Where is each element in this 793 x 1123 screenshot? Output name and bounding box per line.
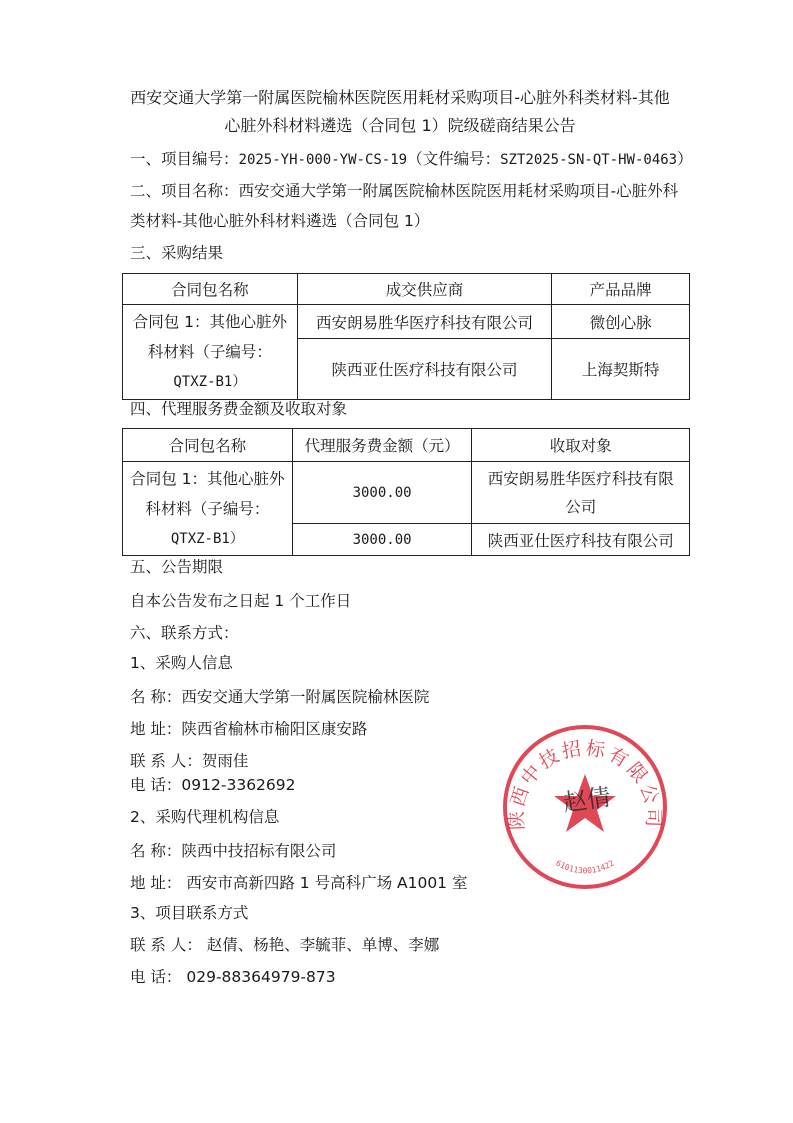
project-name-line-1: 二、项目名称：西安交通大学第一附属医院榆林医院医用耗材采购项目-心脏外科 [130,182,679,200]
company-seal-icon [500,722,670,892]
purchaser-contact: 联 系 人：贺雨佳 [130,752,249,770]
agency-info-heading: 2、采购代理机构信息 [130,808,280,826]
fee-cell: 3000.00 [292,524,472,556]
contact-heading: 六、联系方式： [130,624,239,642]
signature: 赵倩 [561,782,613,818]
announcement-title [120,84,680,140]
doc-number-suffix: ） [677,150,693,168]
payee-line: 西安朗易胜华医疗科技有限 [487,469,674,488]
package-name-cell [123,462,293,556]
table-row [123,462,690,524]
project-contact-heading: 3、项目联系方式 [130,904,249,922]
seal-code: 6101130011422 [554,858,616,876]
agency-name: 名 称：陕西中技招标有限公司 [130,842,337,860]
table-header-row [123,274,690,305]
project-number-line [130,148,693,171]
payee-cell [472,462,690,524]
purchaser-info-heading: 1、采购人信息 [130,654,233,672]
project-name-line-2: 类材料-其他心脏外科材料遴选（合同包 1） [130,212,430,230]
project-contact-phone: 电 话： 029-88364979-873 [130,968,336,986]
project-number: 2025-YH-000-YW-CS-19 [238,152,408,168]
agency-fee-heading: 四、代理服务费金额及收取对象 [130,400,348,418]
package-line: 科材料（子编号： [147,343,272,361]
agency-address: 地 址： 西安市高新四路 1 号高科广场 A1001 室 [130,874,468,892]
title-line-1: 西安交通大学第一附属医院榆林医院医用耗材采购项目-心脏外科类材料-其他 [130,88,670,107]
package-name-cell [123,305,298,400]
package-line: 合同包 1：其他心脏外 [132,313,288,331]
header-package-name: 合同包名称 [123,274,298,305]
notice-period-heading: 五、公告期限 [130,558,224,576]
title-line-2: 心脏外科材料遴选（合同包 1）院级磋商结果公告 [224,116,576,135]
doc-number-prefix: （文件编号： [407,150,501,168]
purchaser-address: 地 址：陕西省榆林市榆阳区康安路 [130,720,368,738]
brand-cell: 上海契斯特 [552,339,690,400]
header-supplier: 成交供应商 [297,274,552,305]
header-package-name: 合同包名称 [123,429,293,462]
package-line: 科材料（子编号： [145,499,270,518]
header-brand: 产品品牌 [552,274,690,305]
package-line: QTXZ-B1） [173,374,247,390]
package-line: QTXZ-B1） [170,530,244,547]
header-fee: 代理服务费金额（元） [292,429,472,462]
table-header-row [123,429,690,462]
purchaser-phone: 电 话：0912-3362692 [130,776,296,794]
header-payee: 收取对象 [472,429,690,462]
doc-number: SZT2025-SN-QT-HW-0463 [500,152,678,168]
procurement-result-heading: 三、采购结果 [130,244,224,262]
payee-line: 公司 [565,497,597,516]
procurement-result-table [122,273,690,400]
package-line: 合同包 1：其他心脏外 [130,469,285,488]
project-number-label: 一、项目编号： [130,150,239,168]
brand-cell: 微创心脉 [552,305,690,339]
fee-cell: 3000.00 [292,462,472,524]
purchaser-name: 名 称：西安交通大学第一附属医院榆林医院 [130,688,430,706]
supplier-cell: 陕西亚仕医疗科技有限公司 [297,339,552,400]
notice-period-text: 自本公告发布之日起 1 个工作日 [130,592,352,610]
agency-fee-table [122,428,690,556]
table-row [123,305,690,339]
supplier-cell: 西安朗易胜华医疗科技有限公司 [297,305,552,339]
seal-text: 陕西中技招标有限公司 [505,737,665,831]
project-contact-persons: 联 系 人： 赵倩、杨艳、李毓菲、单博、李娜 [130,936,440,954]
svg-text:6101130011422 [554,858,616,875]
payee-cell: 陕西亚仕医疗科技有限公司 [472,524,690,556]
